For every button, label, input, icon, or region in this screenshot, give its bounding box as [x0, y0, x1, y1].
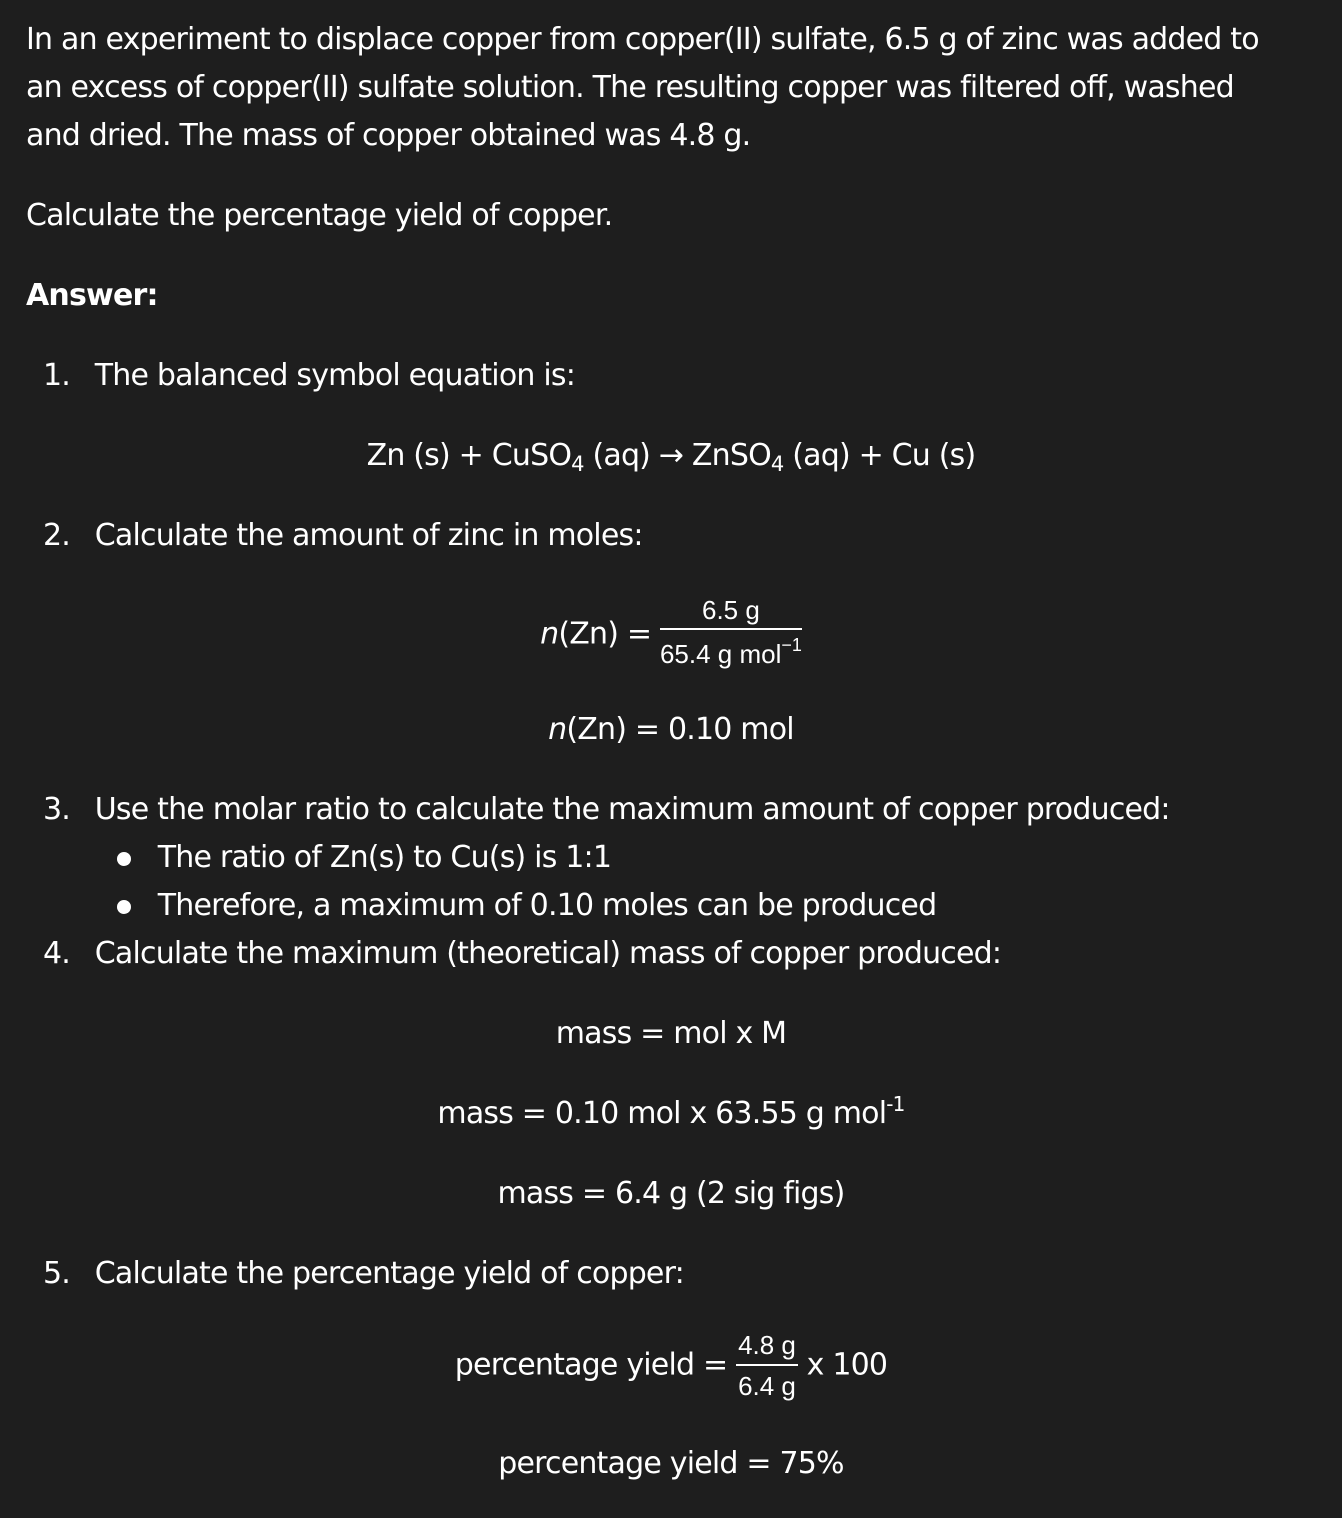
bullet-icon [117, 900, 131, 914]
question-text: Calculate the percentage yield of copper. [26, 198, 613, 233]
step-text: The balanced symbol equation is: [94, 358, 576, 393]
step-text: Calculate the maximum (theoretical) mass of copper produced: [94, 936, 1002, 971]
yield-numerator: 4.8 g [736, 1326, 798, 1366]
step-text: Use the molar ratio to calculate the maximum amount of copper produced: [94, 792, 1170, 827]
step-text: Calculate the percentage yield of copper: [94, 1256, 684, 1291]
moles-result: n(Zn) = 0.10 mol [548, 712, 794, 747]
intro-line-2: an excess of copper(II) sulfate solution. The resulting copper was filtered off, washed [26, 70, 1234, 105]
bullet-item-2: Therefore, a maximum of 0.10 moles can be produced [117, 882, 936, 930]
moles-denominator: 65.4 g mol$^{-1}$ [659, 635, 802, 669]
step-number: 1. [42, 358, 70, 393]
step-3 [40, 786, 1170, 834]
intro-line-1: In an experiment to displace copper from copper(II) sulfate, 6.5 g of zinc was added to [26, 22, 1259, 57]
yield-result: percentage yield = 75% [498, 1446, 844, 1481]
step-number: 5. [42, 1256, 70, 1291]
mass-calculation: mass = 0.10 mol x 63.55 g mol$^{-1}$ [437, 1092, 905, 1131]
yield-denominator: 6.4 g [738, 1371, 796, 1401]
bullet-item-1: The ratio of Zn(s) to Cu(s) is 1:1 [117, 834, 611, 882]
yield-fraction [736, 1326, 798, 1406]
step-text: Calculate the amount of zinc in moles: [94, 518, 643, 553]
step-number: 2. [42, 518, 70, 553]
intro-line-3: and dried. The mass of copper obtained was 4.8 g. [26, 118, 751, 153]
moles-fraction [660, 592, 802, 678]
step-1 [40, 352, 575, 400]
step-2 [40, 512, 643, 560]
moles-numerator: 6.5 g [660, 592, 802, 630]
balanced-equation: Zn (s) + CuSO$_4$ (aq) → ZnSO$_4$ (aq) + Cu (s) [366, 438, 976, 476]
step-4 [40, 930, 1001, 978]
mass-result: mass = 6.4 g (2 sig figs) [497, 1176, 845, 1211]
moles-equation: n(Zn) = $\frac{6.5 g}{65.4 g mol^{-1}}$ [0, 592, 1342, 678]
mass-formula: mass = mol x M [555, 1016, 787, 1051]
step-number: 3. [42, 792, 70, 827]
answer-heading: Answer: [26, 278, 158, 313]
step-number: 4. [42, 936, 70, 971]
step-5 [40, 1250, 684, 1298]
bullet-icon [117, 852, 131, 866]
yield-equation: percentage yield = $\frac{4.8 g}{6.4 g}$ x 100 [0, 1326, 1342, 1406]
